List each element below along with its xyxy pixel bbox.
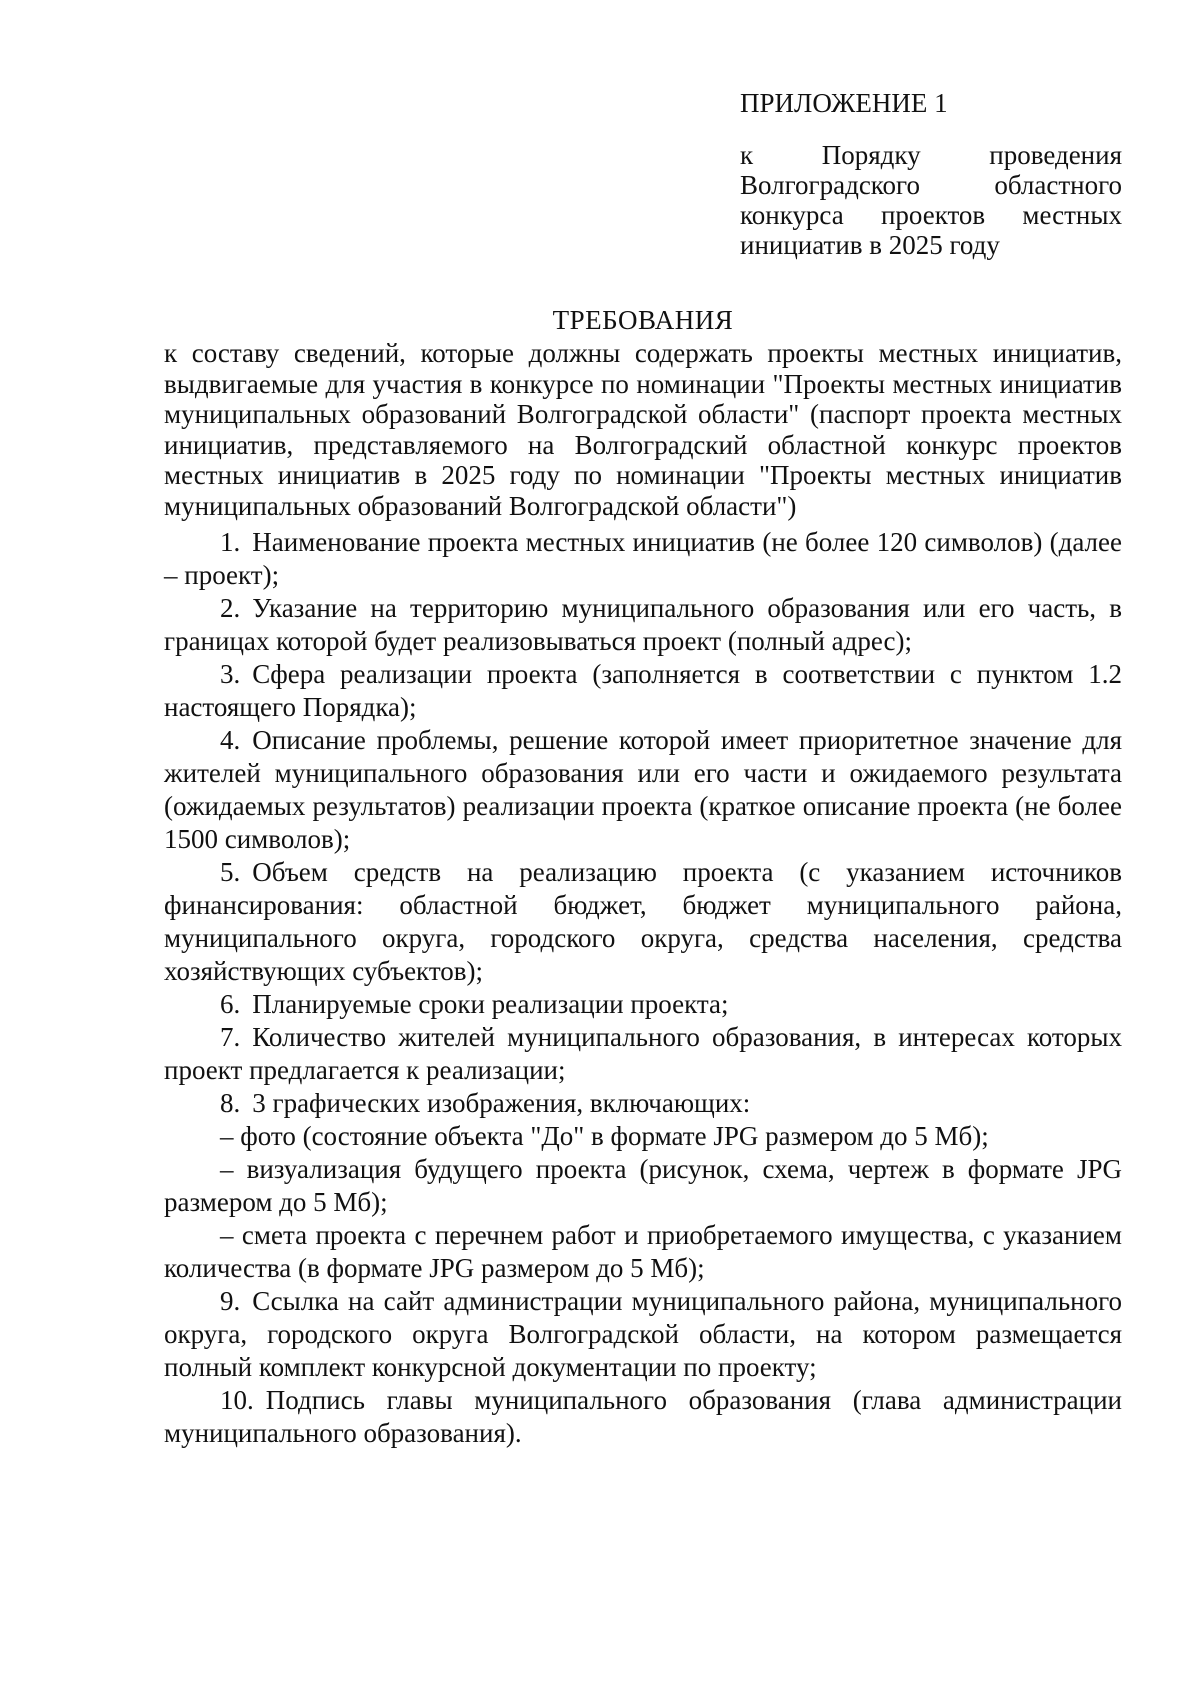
list-subitem [164, 1219, 1122, 1285]
list-item [164, 658, 1122, 724]
item-number: 8. [220, 1088, 241, 1118]
item-text: Планируемые сроки реализации проекта; [252, 989, 729, 1019]
item-text: Сфера реализации проекта (заполняется в соответствии с пунктом 1.2 настоящего Порядка); [164, 659, 1122, 722]
requirements-list [164, 526, 1122, 1450]
item-text: Подпись главы муниципального образования (глава администрации муниципального образования). [164, 1385, 1122, 1448]
item-text: Объем средств на реализацию проекта (с указанием источников финансирования: областной бюджет, бюджет муниципального района, муниципального округа, городского округа, средства населения, средства хозяйствующих субъектов); [164, 857, 1122, 986]
appendix-header [740, 86, 1122, 260]
document-title: ТРЕБОВАНИЯ [552, 305, 734, 335]
item-text: Наименование проекта местных инициатив (не более 120 символов) (далее – проект); [164, 527, 1122, 590]
item-number: 6. [220, 989, 241, 1019]
subitem-text: – смета проекта с перечнем работ и приобретаемого имущества, с указанием количества (в формате JPG размером до 5 Мб); [164, 1220, 1122, 1283]
appendix-subtitle: к Порядку проведения Волгоградского областного конкурса проектов местных инициатив в 2025 году [740, 140, 1122, 260]
list-item [164, 988, 1122, 1021]
item-text: 3 графических изображения, включающих: [252, 1088, 751, 1118]
item-text: Описание проблемы, решение которой имеет приоритетное значение для жителей муниципального образования или его части и ожидаемого результата (ожидаемых результатов) реализации проекта (краткое описание проекта (не более 1500 символов); [164, 725, 1122, 854]
list-item [164, 724, 1122, 856]
item-number: 10. [220, 1385, 254, 1415]
subitem-text: – визуализация будущего проекта (рисунок, схема, чертеж в формате JPG размером до 5 Мб); [164, 1154, 1122, 1217]
item-number: 4. [220, 725, 241, 755]
list-item [164, 592, 1122, 658]
list-item [164, 1087, 1122, 1120]
list-item [164, 1285, 1122, 1384]
document-heading [164, 302, 1122, 521]
item-text: Ссылка на сайт администрации муниципального района, муниципального округа, городского округа Волгоградской области, на котором размещается полный комплект конкурсной документации по проекту; [164, 1286, 1122, 1382]
document-description: к составу сведений, которые должны содержать проекты местных инициатив, выдвигаемые для участия в конкурсе по номинации "Проекты местных инициатив муниципальных образований Волгоградской области" (паспорт проекта местных инициатив, представляемого на Волгоградский областной конкурс проектов местных инициатив в 2025 году по номинации "Проекты местных инициатив муниципальных образований Волгоградской области") [164, 338, 1122, 521]
item-number: 2. [220, 593, 241, 623]
item-number: 3. [220, 659, 241, 689]
list-subitem [164, 1120, 1122, 1153]
list-item [164, 1384, 1122, 1450]
list-item [164, 1021, 1122, 1087]
item-number: 9. [220, 1286, 241, 1316]
list-item [164, 856, 1122, 988]
appendix-title: ПРИЛОЖЕНИЕ 1 [740, 88, 948, 118]
list-item [164, 526, 1122, 592]
list-subitem [164, 1153, 1122, 1219]
subitem-text: – фото (состояние объекта "До" в формате JPG размером до 5 Мб); [220, 1121, 989, 1151]
item-number: 5. [220, 857, 241, 887]
item-number: 1. [220, 527, 241, 557]
item-number: 7. [220, 1022, 241, 1052]
item-text: Количество жителей муниципального образования, в интересах которых проект предлагается к реализации; [164, 1022, 1122, 1085]
item-text: Указание на территорию муниципального образования или его часть, в границах которой будет реализовываться проект (полный адрес); [164, 593, 1122, 656]
